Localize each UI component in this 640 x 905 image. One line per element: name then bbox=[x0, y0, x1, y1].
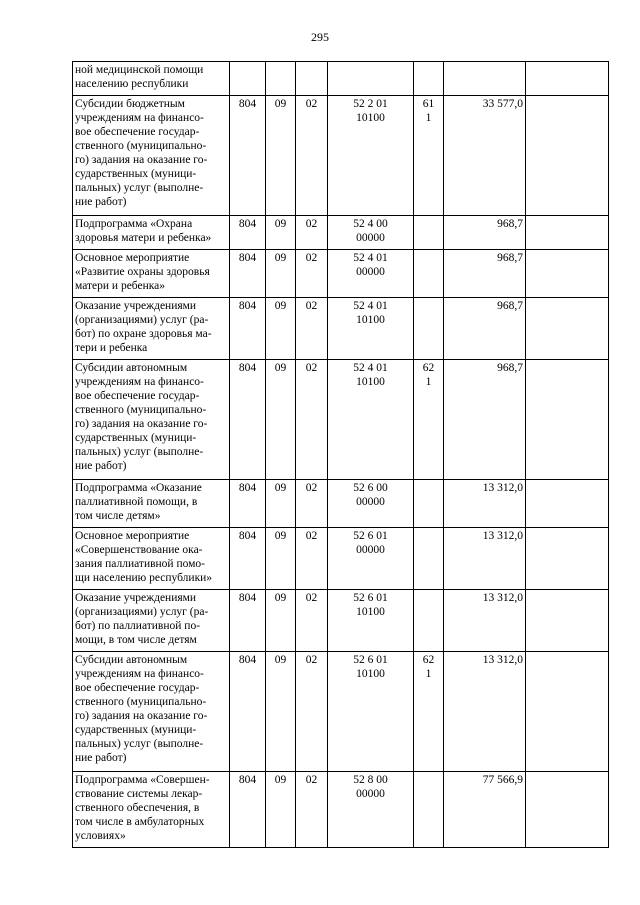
table-row bbox=[73, 298, 609, 360]
section-code: 09 bbox=[266, 480, 296, 528]
expense-type-code bbox=[414, 528, 444, 590]
subsection-code bbox=[296, 62, 328, 96]
target-article-code: 52 6 01 10100 bbox=[328, 652, 414, 772]
table-row bbox=[73, 360, 609, 480]
amount: 968,7 bbox=[444, 360, 526, 480]
table-row bbox=[73, 250, 609, 298]
row-name-line: го) задания на оказание го- bbox=[75, 154, 208, 166]
row-name-line: Подпрограмма «Совершен- bbox=[75, 774, 210, 786]
row-name-line: (организациями) услуг (ра- bbox=[75, 314, 209, 326]
section-code: 09 bbox=[266, 360, 296, 480]
expense-type-code bbox=[414, 250, 444, 298]
section-code: 09 bbox=[266, 590, 296, 652]
row-name-line: сударственных (муници- bbox=[75, 168, 197, 180]
row-name-line: Подпрограмма «Оказание bbox=[75, 482, 202, 494]
subsection-code: 02 bbox=[296, 298, 328, 360]
row-name-line: Основное мероприятие bbox=[75, 252, 190, 264]
row-name bbox=[73, 772, 230, 848]
row-name bbox=[73, 216, 230, 250]
section-code bbox=[266, 62, 296, 96]
subsection-code: 02 bbox=[296, 480, 328, 528]
expense-type-code bbox=[414, 590, 444, 652]
extra-amount bbox=[526, 216, 609, 250]
page-number: 295 bbox=[311, 30, 329, 44]
row-name-line: Оказание учреждениями bbox=[75, 300, 197, 312]
expense-type-code bbox=[414, 62, 444, 96]
subsection-code: 02 bbox=[296, 590, 328, 652]
row-name-line: паллиативной помощи, в bbox=[75, 496, 198, 508]
row-name-line: ственного (муниципально- bbox=[75, 140, 207, 152]
row-name-line: тери и ребенка bbox=[75, 342, 148, 354]
row-name-line: Подпрограмма «Охрана bbox=[75, 218, 193, 230]
extra-amount bbox=[526, 96, 609, 216]
extra-amount bbox=[526, 652, 609, 772]
target-article-code: 52 6 00 00000 bbox=[328, 480, 414, 528]
row-name-line: Субсидии автономным bbox=[75, 362, 188, 374]
row-name-line: сударственных (муници- bbox=[75, 432, 197, 444]
expense-type-code bbox=[414, 480, 444, 528]
row-name-line: го) задания на оказание го- bbox=[75, 710, 208, 722]
subsection-code: 02 bbox=[296, 96, 328, 216]
amount: 77 566,9 bbox=[444, 772, 526, 848]
row-name-line: «Развитие охраны здоровья bbox=[75, 266, 210, 278]
ministry-code: 804 bbox=[230, 250, 266, 298]
amount: 33 577,0 bbox=[444, 96, 526, 216]
target-article-code: 52 4 01 10100 bbox=[328, 298, 414, 360]
section-code: 09 bbox=[266, 772, 296, 848]
row-name-line: Субсидии автономным bbox=[75, 654, 188, 666]
amount: 968,7 bbox=[444, 250, 526, 298]
row-name-line: учреждениям на финансо- bbox=[75, 668, 204, 680]
row-name-line: (организациями) услуг (ра- bbox=[75, 606, 209, 618]
section-code: 09 bbox=[266, 298, 296, 360]
row-name-line: ственного обеспечения, в bbox=[75, 802, 200, 814]
amount: 13 312,0 bbox=[444, 652, 526, 772]
expense-type-code bbox=[414, 772, 444, 848]
target-article-code: 52 6 01 10100 bbox=[328, 590, 414, 652]
row-name-line: ние работ) bbox=[75, 460, 127, 472]
ministry-code: 804 bbox=[230, 298, 266, 360]
row-name-line: бот) по охране здоровья ма- bbox=[75, 328, 212, 340]
target-article-code: 52 4 01 10100 bbox=[328, 360, 414, 480]
table-row bbox=[73, 652, 609, 772]
expense-type-code bbox=[414, 298, 444, 360]
row-name-line: том числе детям» bbox=[75, 510, 161, 522]
ministry-code: 804 bbox=[230, 590, 266, 652]
row-name bbox=[73, 652, 230, 772]
amount: 968,7 bbox=[444, 298, 526, 360]
expense-type-code: 62 1 bbox=[414, 360, 444, 480]
extra-amount bbox=[526, 62, 609, 96]
row-name-line: условиях» bbox=[75, 830, 126, 842]
amount: 968,7 bbox=[444, 216, 526, 250]
row-name-line: здоровья матери и ребенка» bbox=[75, 232, 212, 244]
row-name-line: мощи, в том числе детям bbox=[75, 634, 197, 646]
ministry-code: 804 bbox=[230, 480, 266, 528]
row-name-line: пальных) услуг (выполне- bbox=[75, 446, 204, 458]
row-name bbox=[73, 250, 230, 298]
target-article-code bbox=[328, 62, 414, 96]
row-name-line: матери и ребенка» bbox=[75, 280, 166, 292]
row-name-line: ственного (муниципально- bbox=[75, 404, 207, 416]
row-name-line: ние работ) bbox=[75, 752, 127, 764]
row-name-line: зания паллиативной помо- bbox=[75, 558, 206, 570]
subsection-code: 02 bbox=[296, 528, 328, 590]
row-name bbox=[73, 298, 230, 360]
amount bbox=[444, 62, 526, 96]
row-name-line: пальных) услуг (выполне- bbox=[75, 182, 204, 194]
row-name bbox=[73, 528, 230, 590]
row-name-line: щи населению республики» bbox=[75, 572, 213, 584]
ministry-code: 804 bbox=[230, 360, 266, 480]
budget-table-body bbox=[73, 62, 609, 848]
row-name-line: учреждениям на финансо- bbox=[75, 376, 204, 388]
row-name-line: населению республики bbox=[75, 78, 189, 90]
extra-amount bbox=[526, 360, 609, 480]
ministry-code: 804 bbox=[230, 96, 266, 216]
row-name bbox=[73, 62, 230, 96]
target-article-code: 52 4 00 00000 bbox=[328, 216, 414, 250]
subsection-code: 02 bbox=[296, 250, 328, 298]
row-name bbox=[73, 590, 230, 652]
subsection-code: 02 bbox=[296, 360, 328, 480]
row-name bbox=[73, 96, 230, 216]
ministry-code: 804 bbox=[230, 528, 266, 590]
target-article-code: 52 4 01 00000 bbox=[328, 250, 414, 298]
row-name bbox=[73, 480, 230, 528]
ministry-code: 804 bbox=[230, 772, 266, 848]
section-code: 09 bbox=[266, 96, 296, 216]
section-code: 09 bbox=[266, 528, 296, 590]
expense-type-code bbox=[414, 216, 444, 250]
extra-amount bbox=[526, 298, 609, 360]
ministry-code: 804 bbox=[230, 216, 266, 250]
row-name-line: учреждениям на финансо- bbox=[75, 112, 204, 124]
extra-amount bbox=[526, 528, 609, 590]
subsection-code: 02 bbox=[296, 216, 328, 250]
row-name-line: вое обеспечение государ- bbox=[75, 126, 200, 138]
table-row bbox=[73, 480, 609, 528]
row-name-line: Субсидии бюджетным bbox=[75, 98, 185, 110]
subsection-code: 02 bbox=[296, 772, 328, 848]
row-name-line: го) задания на оказание го- bbox=[75, 418, 208, 430]
amount: 13 312,0 bbox=[444, 528, 526, 590]
table-row bbox=[73, 528, 609, 590]
table-row bbox=[73, 96, 609, 216]
expense-type-code: 61 1 bbox=[414, 96, 444, 216]
table-row bbox=[73, 772, 609, 848]
row-name-line: вое обеспечение государ- bbox=[75, 682, 200, 694]
extra-amount bbox=[526, 250, 609, 298]
extra-amount bbox=[526, 480, 609, 528]
row-name-line: Основное мероприятие bbox=[75, 530, 190, 542]
extra-amount bbox=[526, 772, 609, 848]
section-code: 09 bbox=[266, 216, 296, 250]
target-article-code: 52 2 01 10100 bbox=[328, 96, 414, 216]
row-name-line: бот) по паллиативной по- bbox=[75, 620, 201, 632]
extra-amount bbox=[526, 590, 609, 652]
table-row bbox=[73, 216, 609, 250]
row-name-line: пальных) услуг (выполне- bbox=[75, 738, 204, 750]
section-code: 09 bbox=[266, 652, 296, 772]
row-name-line: вое обеспечение государ- bbox=[75, 390, 200, 402]
row-name-line: ние работ) bbox=[75, 196, 127, 208]
row-name-line: сударственных (муници- bbox=[75, 724, 197, 736]
amount: 13 312,0 bbox=[444, 480, 526, 528]
row-name-line: ственного (муниципально- bbox=[75, 696, 207, 708]
table-row bbox=[73, 590, 609, 652]
row-name-line: Оказание учреждениями bbox=[75, 592, 197, 604]
subsection-code: 02 bbox=[296, 652, 328, 772]
table-row bbox=[73, 62, 609, 96]
row-name-line: том числе в амбулаторных bbox=[75, 816, 205, 828]
ministry-code bbox=[230, 62, 266, 96]
target-article-code: 52 8 00 00000 bbox=[328, 772, 414, 848]
target-article-code: 52 6 01 00000 bbox=[328, 528, 414, 590]
amount: 13 312,0 bbox=[444, 590, 526, 652]
expense-type-code: 62 1 bbox=[414, 652, 444, 772]
row-name-line: ной медицинской помощи bbox=[75, 64, 204, 76]
budget-table bbox=[72, 61, 609, 848]
row-name-line: «Совершенствование ока- bbox=[75, 544, 203, 556]
ministry-code: 804 bbox=[230, 652, 266, 772]
row-name bbox=[73, 360, 230, 480]
row-name-line: ствование системы лекар- bbox=[75, 788, 203, 800]
section-code: 09 bbox=[266, 250, 296, 298]
